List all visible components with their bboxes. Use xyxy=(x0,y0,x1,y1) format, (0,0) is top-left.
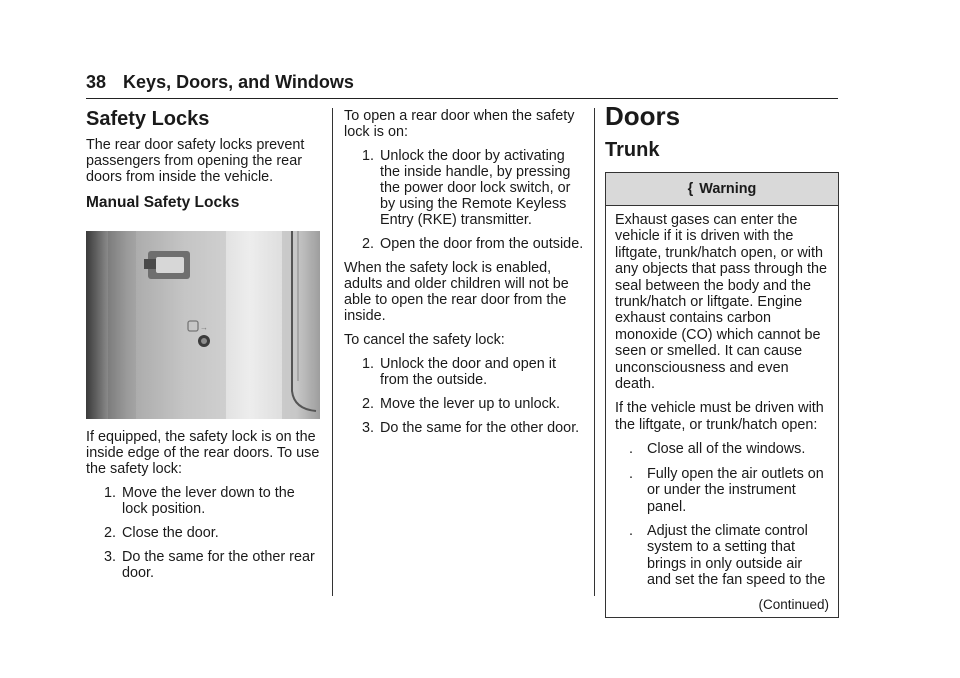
column-middle xyxy=(344,108,584,444)
safety-lock-note: When the safety lock is enabled, adults and older children will not be able to open the rear door from the inside. xyxy=(344,260,569,324)
list-item: 1. Unlock the door and open it from the outside. xyxy=(361,356,557,388)
safety-locks-intro: The rear door safety locks prevent passengers from opening the rear doors from inside the vehicle. xyxy=(86,137,305,185)
open-door-steps xyxy=(344,148,584,252)
list-item: 2. Open the door from the outside. xyxy=(361,236,584,252)
page-header xyxy=(86,72,354,93)
list-item: 3. Do the same for the other door. xyxy=(361,420,580,436)
trunk-heading: Trunk xyxy=(605,139,660,161)
column-right xyxy=(605,101,839,618)
list-item: 2. Move the lever up to unlock. xyxy=(361,396,560,412)
list-item: 2. Close the door. xyxy=(103,525,219,541)
warning-icon: { xyxy=(687,181,694,197)
column-divider xyxy=(594,108,595,596)
list-item: . Fully open the air outlets on or under the instrument panel. xyxy=(615,466,829,515)
safety-locks-heading: Safety Locks xyxy=(86,108,210,130)
cancel-steps xyxy=(344,356,584,436)
warning-title: Warning xyxy=(699,181,757,197)
warning-box xyxy=(605,172,839,618)
header-rule xyxy=(86,98,838,99)
section-title: Keys, Doors, and Windows xyxy=(123,72,354,92)
continued-label: (Continued) xyxy=(758,596,829,612)
svg-text:→: → xyxy=(200,323,208,332)
manual-safety-locks-heading: Manual Safety Locks xyxy=(86,194,240,211)
bullet-icon: . xyxy=(629,522,633,539)
warning-paragraph: If the vehicle must be driven with the liftgate, or trunk/hatch open: xyxy=(615,400,824,433)
column-divider xyxy=(332,108,333,596)
list-item: 3. Do the same for the other rear door. xyxy=(103,549,315,581)
doors-heading: Doors xyxy=(605,101,681,131)
column-left xyxy=(86,108,322,589)
warning-body xyxy=(606,206,838,617)
list-item: 1. Unlock the door by activating the inside handle, by pressing the power door lock switch, or by using the Remote Keyless Entry (RKE) transmitter. xyxy=(361,148,571,228)
list-item: . Close all of the windows. xyxy=(615,441,829,457)
list-item: 1. Move the lever down to the lock position. xyxy=(103,485,295,517)
safety-lock-photo xyxy=(86,231,320,419)
use-safety-lock-steps xyxy=(86,485,322,581)
warning-paragraph: Exhaust gases can enter the vehicle if it is driven with the liftgate, trunk/hatch open, or with any objects that pass through the seal between the body and the trunk/hatch or liftgate. Engine exhaust contains carbon monoxide (CO) which cannot be seen or smelled. It can cause unconsciousness and even death. xyxy=(615,212,828,393)
bullet-icon: . xyxy=(629,465,633,482)
warning-header xyxy=(606,173,838,206)
cancel-intro: To cancel the safety lock: xyxy=(344,332,505,348)
open-door-intro: To open a rear door when the safety lock is on: xyxy=(344,108,575,140)
list-item: . Adjust the climate control system to a setting that brings in only outside air and set the fan speed to the xyxy=(615,523,829,589)
page-number: 38 xyxy=(86,72,107,92)
bullet-icon: . xyxy=(629,441,633,458)
safety-lock-location: If equipped, the safety lock is on the inside edge of the rear doors. To use the safety lock: xyxy=(86,429,320,477)
